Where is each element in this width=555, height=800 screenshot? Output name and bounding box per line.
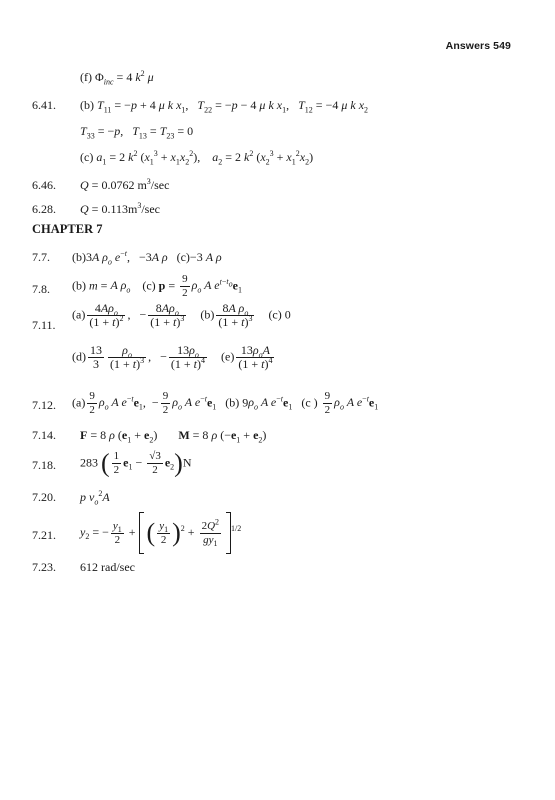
answer-number: 7.21. (32, 528, 56, 542)
answer-number: 7.11. (32, 318, 56, 332)
answer-number: 6.41. (32, 98, 56, 112)
answer-number: 6.28. (32, 202, 56, 216)
answer-6-46: Q = 0.0762 $m^3/\sec$ (80, 177, 170, 192)
answer-6-28: $Q = 0.113m^3/\sec$ (80, 201, 160, 216)
answer-number: 7.18. (32, 458, 56, 472)
answer-number: 7.8. (32, 282, 50, 296)
answer-number: 7.14. (32, 428, 56, 442)
answer-7-14: F = 8 ρ $(e_1 + e_2)$ M = 8 ρ $(-e_1 + e_2)$ (80, 428, 267, 445)
answer-6-40f: (f) $\Phi_{inc} = 4$ $k^2$ μ (80, 69, 154, 87)
answer-7-8: (b) m = A $\rho_o$ (c) p = $\frac{9}{2}$ $\rho_o$ A $e^{t-t_o}e_1$ (72, 273, 242, 299)
answer-number: 7.20. (32, 490, 56, 504)
answer-number: 7.12. (32, 398, 56, 412)
answer-6-41-c: (c) $a_1 = 2$ $k^2$ $(x_1^3 + x_1x_2^2)$, $a_2 = 2$ $k^2$ $(x_2^3 + x_1^2x_2)$ (80, 149, 314, 167)
answer-number: 7.23. (32, 560, 56, 574)
answer-7-23: 612 rad/sec (80, 560, 135, 574)
answer-7-20: p $v_o^2A$ (80, 489, 110, 507)
running-header (446, 40, 511, 52)
answer-number: 6.46. (32, 178, 56, 192)
page-number: 549 (493, 40, 511, 52)
chapter-heading: CHAPTER 7 (32, 222, 103, 236)
answer-7-12: (a) $\frac{9}{2}$ $\rho_o$ A $e^{-t}e_1$, − $\frac{9}{2}$ $\rho_o$ A $e^{-t}e_1$ (b) $9\rho_o$ A $e^{-t}e_1$ (c ) $\frac{9}{2}$ $\rho_o$ A $e^{-t}e_1$ (72, 390, 379, 416)
answer-6-41-b: (b) $T_{11} = -p + 4$ μ k $x_1$, $T_{22} = -p - 4$ μ k $x_1$, $T_{12} = -4$ μ k $x_2$ (80, 98, 369, 115)
answer-7-11-de: (d) $\frac{13}{3}$ $\frac{\rho_o}{(1 + t)^3}$ , − $\frac{13\rho_o}{(1 + t)^4}$ (e) $13\rho_oA$ $(1 + t)^4$ (72, 343, 273, 371)
answer-7-18: 283 ( $\frac{1}{2}$ $e_1$ − $\frac{√3}{2}$ $e_2)N$ (80, 448, 192, 478)
answer-6-41-b2: $T_{33} = -p$, $T_{13} = T_{23} = 0$ (80, 124, 194, 141)
answer-7-21: $y_2$ = − $\frac{y_1}{2}$ + ( $\frac{y_1}{2}$ )$^2$ + $\frac{2Q^2}{gy_1}$ $^{1/2}$ (80, 512, 241, 554)
answer-7-7: (b)3A $\rho_o$ $e^{-t}$, −3A ρ (c)−3 A ρ (72, 249, 222, 267)
answer-number: 7.7. (32, 250, 50, 264)
header-label: Answers (445, 40, 491, 52)
answer-7-11-ab: (a) $4A\rho_o$ $(1 + t)^2$ , − $8A\rho_o$ $(1 + t)^3$ (b) $\frac{8A \rho_o}{(1 + t)^3}$ (c) 0 (72, 301, 291, 329)
